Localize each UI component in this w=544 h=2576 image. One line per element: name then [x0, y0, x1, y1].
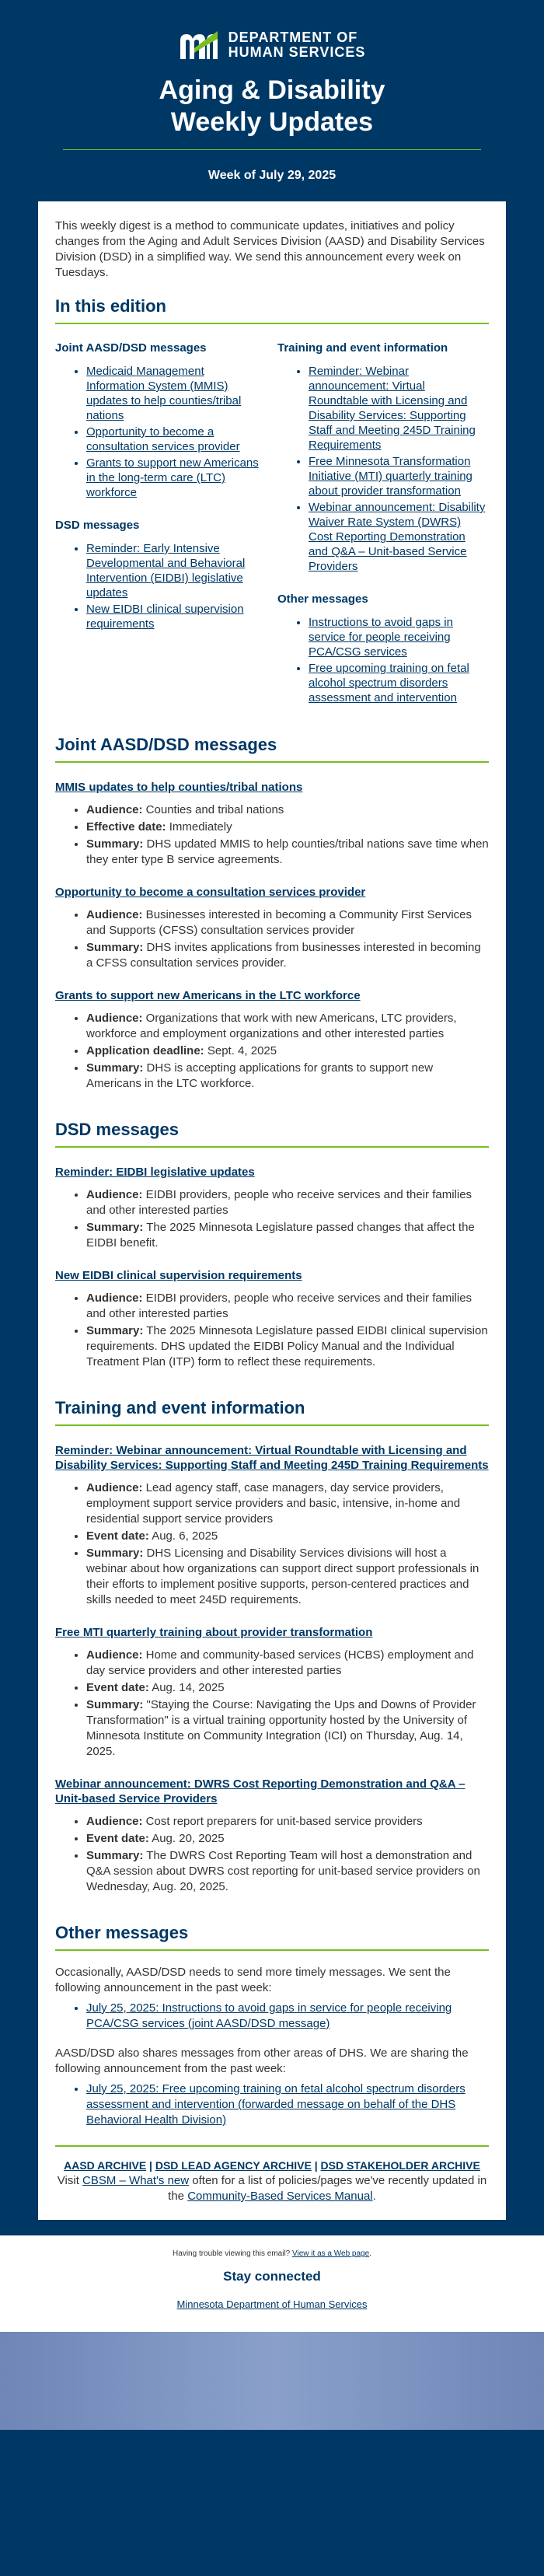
- toc-joint-heading: Joint AASD/DSD messages: [55, 341, 207, 355]
- deadline-item: • Application deadline: Sept. 4, 2025: [86, 1043, 489, 1059]
- footer-banner-image: [0, 2332, 544, 2430]
- event-date-item: • Event date: Aug. 14, 2025: [86, 1680, 489, 1696]
- audience-item: • Audience: Counties and tribal nations: [86, 802, 489, 818]
- cbsm-manual-link[interactable]: Community-Based Services Manual: [187, 2190, 373, 2203]
- dsd-section-heading: DSD messages: [55, 1120, 489, 1148]
- toc-link[interactable]: • Medicaid Management Information System (MMIS) updates to help counties/tribal nations: [86, 364, 265, 423]
- table-of-contents: [55, 341, 489, 707]
- dhs-footer-link[interactable]: Minnesota Department of Human Services: [176, 2298, 368, 2310]
- archive-links: AASD ARCHIVE | DSD LEAD AGENCY ARCHIVE | DSD STAKEHOLDER ARCHIVE Visit CBSM – What's new often for a list of policies/pages we've recently updated in the Community-Based Services Manual.: [55, 2145, 489, 2204]
- mmis-title-link[interactable]: MMIS updates to help counties/tribal nations: [55, 781, 303, 794]
- dsd-lead-agency-archive-link[interactable]: DSD LEAD AGENCY ARCHIVE: [155, 2159, 312, 2172]
- view-web-text: Having trouble viewing this email? View it as a Web page.: [173, 2249, 371, 2258]
- toc-link[interactable]: • Opportunity to become a consultation services provider: [86, 425, 265, 454]
- header-divider: [63, 149, 481, 150]
- grants-details: [86, 1011, 489, 1092]
- toc-joint-list: [86, 364, 265, 500]
- grants-title-link[interactable]: Grants to support new Americans in the LTC workforce: [55, 989, 361, 1002]
- mn-logo-icon: [179, 30, 219, 61]
- summary-item: • Summary: The 2025 Minnesota Legislature passed EIDBI clinical supervision requirements. DHS updated the EIDBI Policy Manual and the Individual Treatment Plan (ITP) form to reflect these requirements.: [86, 1323, 489, 1370]
- dwrs-details: [86, 1814, 489, 1895]
- logo-line1: DEPARTMENT OF: [228, 30, 358, 45]
- toc-dsd-list: [86, 541, 265, 631]
- toc-other-heading: Other messages: [277, 592, 368, 606]
- logo-text: [228, 30, 366, 60]
- training-section-heading: Training and event information: [55, 1398, 489, 1426]
- view-web-link[interactable]: View it as a Web page: [292, 2249, 370, 2258]
- roundtable-details: [86, 1480, 489, 1608]
- event-date-item: • Event date: Aug. 20, 2025: [86, 1831, 489, 1847]
- dsd-stakeholder-archive-link[interactable]: DSD STAKEHOLDER ARCHIVE: [320, 2159, 480, 2172]
- toc-link[interactable]: • Free upcoming training on fetal alcohol spectrum disorders assessment and intervention: [309, 661, 487, 705]
- other-link-fasd[interactable]: • July 25, 2025: Free upcoming training on fetal alcohol spectrum disorders assessment and intervention (forwarded message on behalf of the DHS Behavioral Health Division): [86, 2081, 489, 2128]
- toc-left-column: [55, 341, 265, 707]
- toc-link[interactable]: • Grants to support new Americans in the long-term care (LTC) workforce: [86, 456, 265, 500]
- toc-link[interactable]: • Reminder: Webinar announcement: Virtual Roundtable with Licensing and Disability Services: Supporting Staff and Meeting 245D Training Requirements: [309, 364, 487, 453]
- audience-item: • Audience: Businesses interested in becoming a Community First Services and Supports (CFSS) consultation services provider: [86, 907, 489, 938]
- eidbi-legislative-title-link[interactable]: Reminder: EIDBI legislative updates: [55, 1166, 255, 1179]
- toc-link[interactable]: • Reminder: Early Intensive Developmental and Behavioral Intervention (EIDBI) legislative updates: [86, 541, 265, 600]
- audience-item: • Audience: Home and community-based services (HCBS) employment and day service providers and other interested parties: [86, 1648, 489, 1679]
- summary-item: • Summary: DHS updated MMIS to help counties/tribal nations save time when they enter type B service agreements.: [86, 837, 489, 868]
- title-line1: Aging & Disability: [159, 75, 385, 105]
- logo-line2: HUMAN SERVICES: [228, 44, 366, 60]
- summary-item: • Summary: The 2025 Minnesota Legislature passed changes that affect the EIDBI benefit.: [86, 1220, 489, 1251]
- audience-item: • Audience: EIDBI providers, people who receive services and their families and other interested parties: [86, 1291, 489, 1322]
- summary-item: • Summary: DHS Licensing and Disability Services divisions will host a webinar about how organizations can support direct support professionals in their efforts to implement positive supports, person-centered practices and skills needed to meet 245D requirements.: [86, 1546, 489, 1608]
- consult-title-link[interactable]: Opportunity to become a consultation services provider: [55, 886, 366, 899]
- email-footer: [0, 2235, 544, 2332]
- email-header: [0, 0, 544, 201]
- other-section-heading: Other messages: [55, 1923, 489, 1951]
- title-line2: Weekly Updates: [170, 107, 374, 137]
- toc-dsd-heading: DSD messages: [55, 519, 140, 532]
- visit-text: Visit CBSM – What's new often for a list of policies/pages we've recently updated in the Community-Based Services Manual.: [57, 2174, 487, 2203]
- summary-item: • Summary: "Staying the Course: Navigating the Ups and Downs of Provider Transformation" is a virtual training opportunity hosted by the University of Minnesota Institute on Community Integration (ICI) on Thursday, Aug. 14, 2025.: [86, 1697, 489, 1760]
- toc-title: In this edition: [55, 296, 489, 324]
- roundtable-title-link[interactable]: Reminder: Webinar announcement: Virtual Roundtable with Licensing and Disability Services: Supporting Staff and Meeting 245D Training Requirements: [55, 1444, 489, 1472]
- intro-paragraph: This weekly digest is a method to communicate updates, initiatives and policy changes from the Aging and Adult Services Division (AASD) and Disability Services Division (DSD) in a simplified way. We send this announcement every week on Tuesdays.: [55, 219, 485, 279]
- effective-date-item: • Effective date: Immediately: [86, 820, 489, 835]
- other-paragraph-1: Occasionally, AASD/DSD needs to send more timely messages. We sent the following announcement in the past week:: [55, 1966, 451, 1994]
- eidbi-supervision-details: [86, 1291, 489, 1370]
- dwrs-title-link[interactable]: Webinar announcement: DWRS Cost Reporting Demonstration and Q&A – Unit-based Service Providers: [55, 1777, 466, 1805]
- toc-link[interactable]: • Instructions to avoid gaps in service for people receiving PCA/CSG services: [309, 615, 487, 659]
- eidbi-supervision-title-link[interactable]: New EIDBI clinical supervision requirements: [55, 1269, 302, 1282]
- audience-item: • Audience: Organizations that work with new Americans, LTC providers, workforce and employment organizations and other interested parties: [86, 1011, 489, 1042]
- content-card: [38, 201, 506, 2220]
- toc-training-heading: Training and event information: [277, 341, 448, 355]
- mti-title-link[interactable]: Free MTI quarterly training about provider transformation: [55, 1626, 373, 1639]
- mmis-details: [86, 802, 489, 868]
- stay-connected-heading: Stay connected: [223, 2269, 321, 2284]
- aasd-archive-link[interactable]: AASD ARCHIVE: [64, 2159, 147, 2172]
- joint-section-heading: Joint AASD/DSD messages: [55, 735, 489, 763]
- consult-details: [86, 907, 489, 971]
- eidbi-legislative-details: [86, 1187, 489, 1251]
- other-paragraph-2: AASD/DSD also shares messages from other areas of DHS. We are sharing the following announcement from the past week:: [55, 2046, 469, 2075]
- toc-training-list: [309, 364, 487, 574]
- mti-details: [86, 1648, 489, 1760]
- audience-item: • Audience: Lead agency staff, case managers, day service providers, employment support service providers and basic, intensive, in-home and residential support service providers: [86, 1480, 489, 1527]
- newsletter-title: [0, 75, 544, 138]
- cbsm-whats-new-link[interactable]: CBSM – What's new: [82, 2174, 190, 2187]
- summary-item: • Summary: DHS invites applications from businesses interested in becoming a CFSS consultation services provider.: [86, 940, 489, 971]
- other-list-2: [86, 2081, 489, 2128]
- toc-other-list: [309, 615, 487, 705]
- week-date: Week of July 29, 2025: [207, 169, 337, 182]
- other-list-1: [86, 2001, 489, 2032]
- toc-link[interactable]: • Free Minnesota Transformation Initiative (MTI) quarterly training about provider transformation: [309, 454, 487, 498]
- event-date-item: • Event date: Aug. 6, 2025: [86, 1529, 489, 1544]
- summary-item: • Summary: DHS is accepting applications for grants to support new Americans in the LTC workforce.: [86, 1061, 489, 1092]
- summary-item: • Summary: The DWRS Cost Reporting Team will host a demonstration and Q&A session about DWRS cost reporting for unit-based service providers on Wednesday, Aug. 20, 2025.: [86, 1848, 489, 1895]
- audience-item: • Audience: Cost report preparers for unit-based service providers: [86, 1814, 489, 1830]
- other-link-pca[interactable]: • July 25, 2025: Instructions to avoid gaps in service for people receiving PCA/CSG services (joint AASD/DSD message): [86, 2001, 489, 2032]
- audience-item: • Audience: EIDBI providers, people who receive services and their families and other interested parties: [86, 1187, 489, 1218]
- toc-link[interactable]: • Webinar announcement: Disability Waiver Rate System (DWRS) Cost Reporting Demonstration and Q&A – Unit-based Service Providers: [309, 500, 487, 574]
- toc-right-column: [277, 341, 487, 707]
- toc-link[interactable]: • New EIDBI clinical supervision requirements: [86, 602, 265, 631]
- dhs-logo[interactable]: [0, 30, 544, 61]
